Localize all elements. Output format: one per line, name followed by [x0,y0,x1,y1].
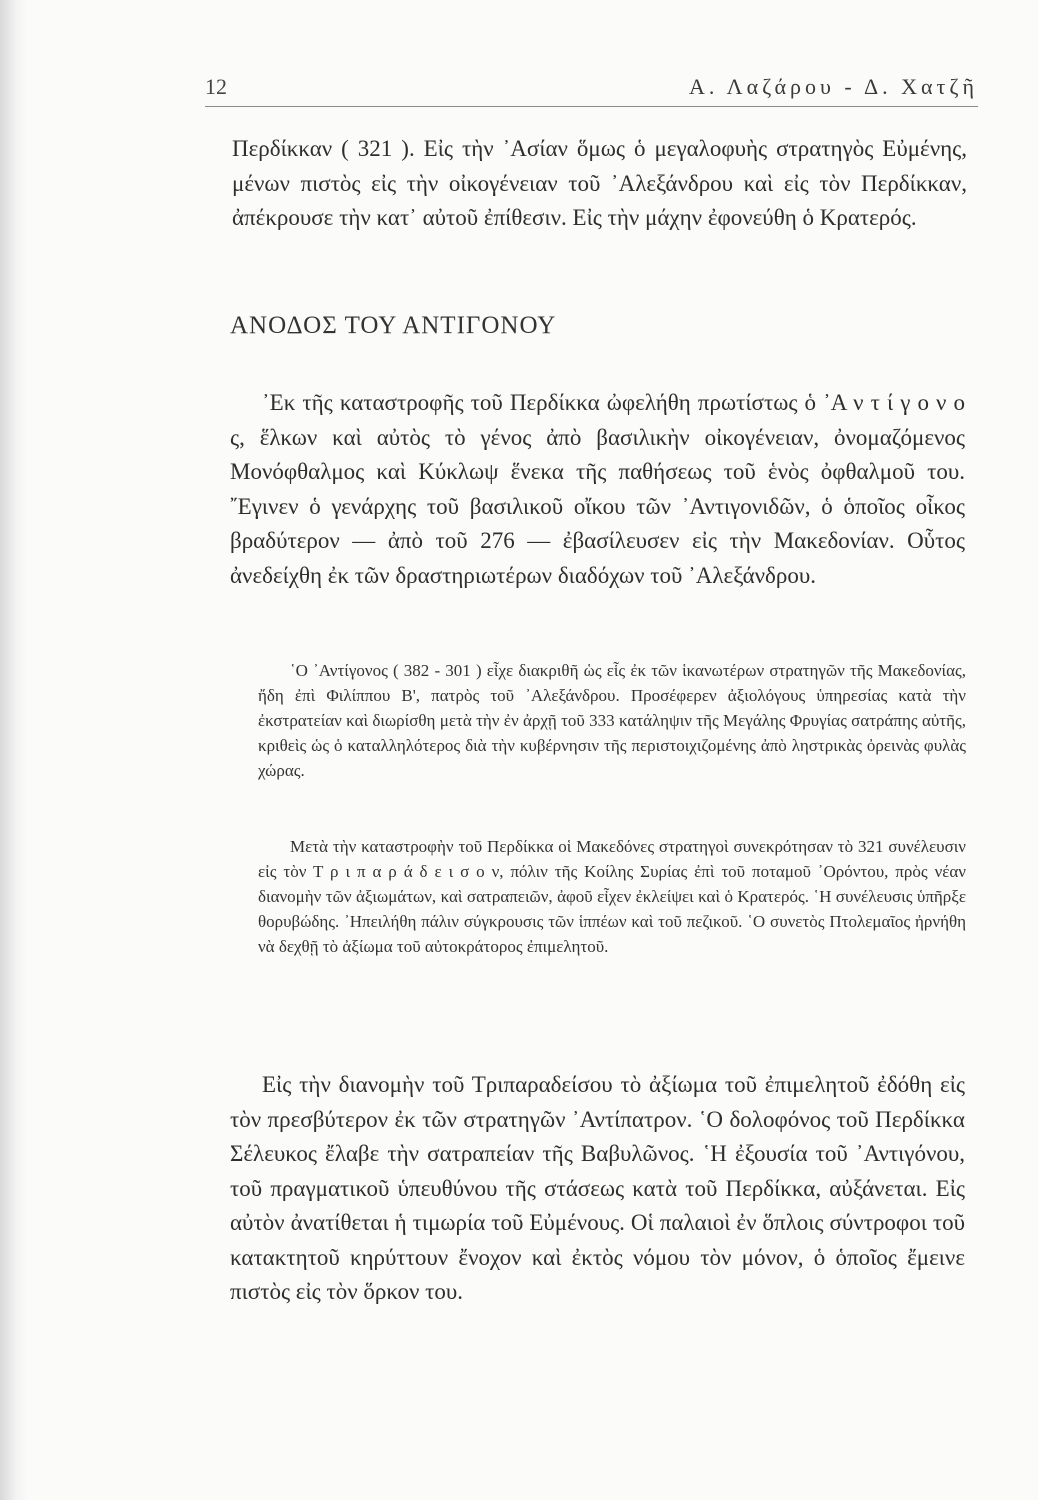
section-heading: ΑΝΟΔΟΣ ΤΟΥ ΑΝΤΙΓΟΝΟΥ [230,312,557,339]
running-head: Α. Λαζάρου - Δ. Χατζῆ [689,74,978,99]
page-number: 12 [205,74,227,99]
page-header [205,70,978,107]
note-antigonus-biography: ῾Ο ᾿Αντίγονος ( 382 - 301 ) εἶχε διακριθῆ ὡς εἷς ἐκ τῶν ἱκανωτέρων στρατηγῶν τῆς Μακεδονίας, ἤδη ἐπὶ Φιλίππου Β', πατρὸς τοῦ ᾿Αλεξάνδρου. Προσέφερεν ἀξιολόγους ὑπηρεσίας κατὰ τὴν ἐκστρατείαν καὶ διωρίσθη μετὰ τὴν ἐν ἀρχῇ τοῦ 333 κατάληψιν τῆς Μεγάλης Φρυγίας σατράπης αὐτῆς, κριθεὶς ὡς ὁ καταλληλότερος διὰ τὴν κυβέρνησιν τῆς περιστοιχιζομένης ἀπὸ ληστρικὰς ὀρεινὰς φυλὰς χώρας. [258,661,966,780]
paragraph-antigonus-rise: ᾿Εκ τῆς καταστροφῆς τοῦ Περδίκκα ὠφελήθη πρωτίστως ὁ ᾿Α ν τ ί γ ο ν ο ς, ἕλκων καὶ αὐτὸς τὸ γένος ἀπὸ βασιλικὴν οἰκογένειαν, ὀνομαζόμενος Μονόφθαλμος καὶ Κύκλωψ ἕνεκα τῆς παθήσεως τοῦ ἑνὸς ὀφθαλμοῦ του. ῎Εγινεν ὁ γενάρχης τοῦ βασιλικοῦ οἴκου τῶν ᾿Αντιγονιδῶν, ὁ ὁποῖος οἶκος βραδύτερον — ἀπὸ τοῦ 276 — ἐβασίλευσεν εἰς τὴν Μακεδονίαν. Οὗτος ἀνεδείχθη ἐκ τῶν δραστηριωτέρων διαδόχων τοῦ ᾿Αλεξάνδρου. [230,390,965,588]
paragraph-continuation: Περδίκκαν ( 321 ). Εἰς τὴν ᾿Ασίαν ὅμως ὁ μεγαλοφυὴς στρατηγὸς Εὐμένης, μένων πιστὸς εἰς τὴν οἰκογένειαν τοῦ ᾿Αλεξάνδρου καὶ εἰς τὸν Περδίκκαν, ἀπέκρουσε τὴν κατ᾿ αὐτοῦ ἐπίθεσιν. Εἰς τὴν μάχην ἐφονεύθη ὁ Κρατερός. [232,136,967,230]
note-triparadeisos-assembly: Μετὰ τὴν καταστροφὴν τοῦ Περδίκκα οἱ Μακεδόνες στρατηγοὶ συνεκρότησαν τὸ 321 συνέλευσιν εἰς τὸν Τ ρ ι π α ρ ά δ ε ι σ ο ν, πόλιν τῆς Κοίλης Συρίας ἐπὶ τοῦ ποταμοῦ ᾿Ορόντου, πρὸς νέαν διανομὴν τῶν ἀξιωμάτων, καὶ σατραπειῶν, ἀφοῦ εἶχεν ἐκλείψει καὶ ὁ Κρατερός. ῾Η συνέλευσις ὑπῆρξε θορυβώδης. ᾿Ηπειλήθη πάλιν σύγκρουσις τῶν ἱππέων καὶ τοῦ πεζικοῦ. ῾Ο συνετὸς Πτολεμαῖος ἠρνήθη νὰ δεχθῇ τὸ ἀξίωμα τοῦ αὐτοκράτορος ἐπιμελητοῦ. [258,837,966,956]
paragraph-triparadeisos-distribution: Εἰς τὴν διανομὴν τοῦ Τριπαραδείσου τὸ ἀξίωμα τοῦ ἐπιμελητοῦ ἐδόθη εἰς τὸν πρεσβύτερον ἐκ τῶν στρατηγῶν ᾿Αντίπατρον. ῾Ο δολοφόνος τοῦ Περδίκκα Σέλευκος ἔλαβε τὴν σατραπείαν τῆς Βαβυλῶνος. ῾Η ἐξουσία τοῦ ᾿Αντιγόνου, τοῦ πραγματικοῦ ὑπευθύνου τῆς στάσεως κατὰ τοῦ Περδίκκα, αὐξάνεται. Εἰς αὐτὸν ἀνατίθεται ἡ τιμωρία τοῦ Εὐμένους. Οἱ παλαιοὶ ἐν ὅπλοις σύντροφοι τοῦ κατακτητοῦ κηρύττουν ἔνοχον καὶ ἐκτὸς νόμου τὸν μόνον, ὁ ὁποῖος ἔμεινε πιστὸς εἰς τὸν ὅρκον του. [230,1072,965,1304]
